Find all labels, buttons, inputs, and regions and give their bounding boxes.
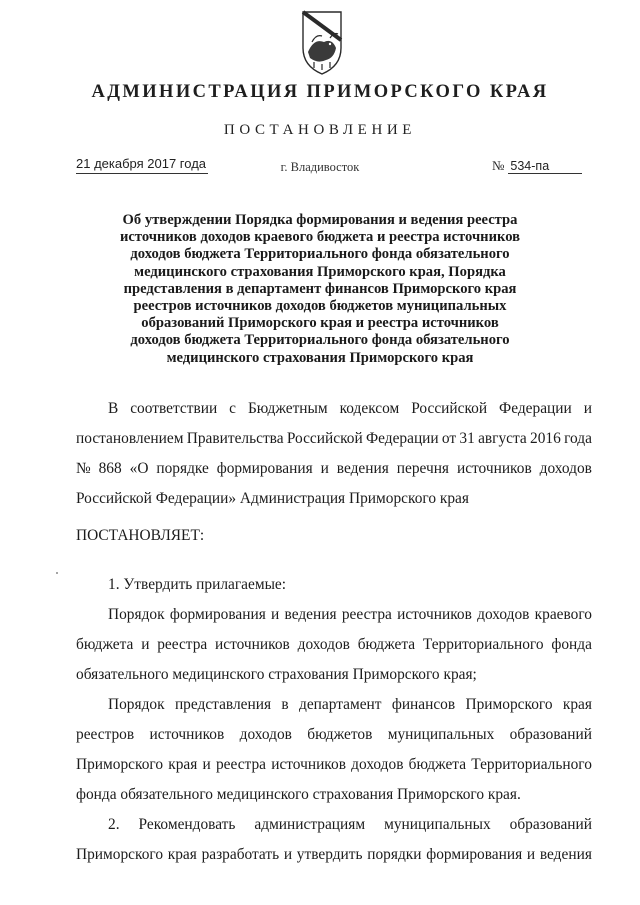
word: и [583,400,592,417]
word: доходов [239,726,292,743]
text-line [76,750,592,780]
text-line [76,394,592,424]
preamble [76,394,592,514]
word: Российской [411,400,488,417]
word: формирования [169,606,266,623]
word: «О [129,460,149,477]
word: представления [174,696,272,713]
word: Приморского [76,846,164,863]
organization-name: АДМИНИСТРАЦИЯ ПРИМОРСКОГО КРАЯ [91,82,549,102]
word: 2016 [530,430,561,447]
word: края [167,846,197,863]
text-line [76,840,592,870]
word: муниципальных [384,816,491,833]
word: бюджетов [307,726,373,743]
word: кодексом [339,400,400,417]
word: реестра [215,756,266,773]
word: бюджета [408,756,467,773]
para-2-last-line: фонда обязательного медицинского страхования Приморского края. [76,786,521,803]
word: администрациям [254,816,366,833]
word: августа [478,430,527,447]
text-line [76,424,592,454]
word: доходов [539,460,592,477]
document-date: 21 декабря 2017 года [76,156,208,174]
word: соответствии [130,400,218,417]
word: и [320,460,329,477]
document-type: ПОСТАНОВЛЕНИЕ [223,122,417,138]
text-line [76,600,592,630]
word: с [229,400,236,417]
title-line: доходов бюджета Территориального фонда обязательного [130,246,510,263]
word: и [141,636,150,653]
text-line [76,810,592,840]
word: порядке [156,460,209,477]
word: утвердить [296,846,363,863]
word: Рекомендовать [138,816,236,833]
word: и [202,756,211,773]
word: Приморского [76,756,164,773]
word: реестра [157,636,208,653]
word: № [76,460,91,477]
word: источников [271,756,346,773]
word: образований [509,726,592,743]
text-line [76,454,592,484]
word: Правительства [186,430,284,447]
word: Федерации [365,430,439,447]
title-line: источников доходов краевого бюджета и реестра источников [119,229,521,246]
title-line: медицинского страхования Приморского края, Порядка [134,263,506,280]
word: финансов [391,696,456,713]
word: бюджета [357,636,416,653]
word: от [441,430,457,447]
title-line: представления в департамент финансов Приморского края [123,280,517,297]
item-1-heading: 1. Утвердить прилагаемые: [108,576,287,593]
word: реестра [341,606,392,623]
word: доходов [351,756,404,773]
word: доходов [477,606,530,623]
coat-of-arms-icon [300,8,344,78]
word: Территориального [422,636,544,653]
number-sign: № [492,158,505,173]
word: муниципальных [387,726,495,743]
word: разработать [201,846,280,863]
text-line [76,630,592,660]
word: 868 [98,460,122,477]
word: ведения [284,606,337,623]
word: В [108,400,119,417]
title-line: доходов бюджета Территориального фонда обязательного [130,332,510,349]
decision-body [76,570,592,870]
word: формирования [426,846,523,863]
word: формирования [216,460,313,477]
word: образований [509,816,592,833]
document-city: г. Владивосток [280,160,360,174]
title-line: реестров источников доходов бюджетов муниципальных [133,298,507,315]
word: в [281,696,289,713]
word: 31 [459,430,475,447]
word: и [271,606,280,623]
text-line [76,720,592,750]
title-line: образований Приморского края и реестра источников [141,315,499,332]
word: фонда [551,636,592,653]
word: года [564,430,592,447]
document-number: 534-па [508,159,582,174]
word: Территориального [471,756,592,773]
word: доходов [297,636,350,653]
word: Приморского [465,696,553,713]
preamble-last-line: Российской Федерации» Администрация Приморского края [76,490,469,507]
word: реестров [76,726,135,743]
word: Порядок [108,606,165,623]
word: Российской [286,430,363,447]
margin-mark [56,572,58,574]
word: источников [456,460,532,477]
decree-word: ПОСТАНОВЛЯЕТ: [76,527,205,544]
word: постановлением [76,430,184,447]
word: источников [215,636,290,653]
word: ведения [539,846,592,863]
word: департамент [299,696,382,713]
word: источников [397,606,472,623]
para-1-last-line: обязательного медицинского страхования Приморского края; [76,666,477,683]
title-line: медицинского страхования Приморского края [166,349,474,366]
title-line: Об утверждении Порядка формирования и ведения реестра [122,212,518,228]
document-title [100,212,540,367]
word: края [168,756,198,773]
word: Порядок [108,696,165,713]
word: и [283,846,293,863]
word: 2. [108,816,120,833]
word: края [562,696,592,713]
word: перечня [396,460,450,477]
word: Бюджетным [247,400,328,417]
word: источников [149,726,225,743]
text-line [76,690,592,720]
word: бюджета [76,636,134,653]
word: порядки [367,846,422,863]
word: краевого [534,606,592,623]
document-number-block [492,157,582,175]
word: ведения [336,460,389,477]
word: и [526,846,536,863]
word: Федерации [499,400,572,417]
